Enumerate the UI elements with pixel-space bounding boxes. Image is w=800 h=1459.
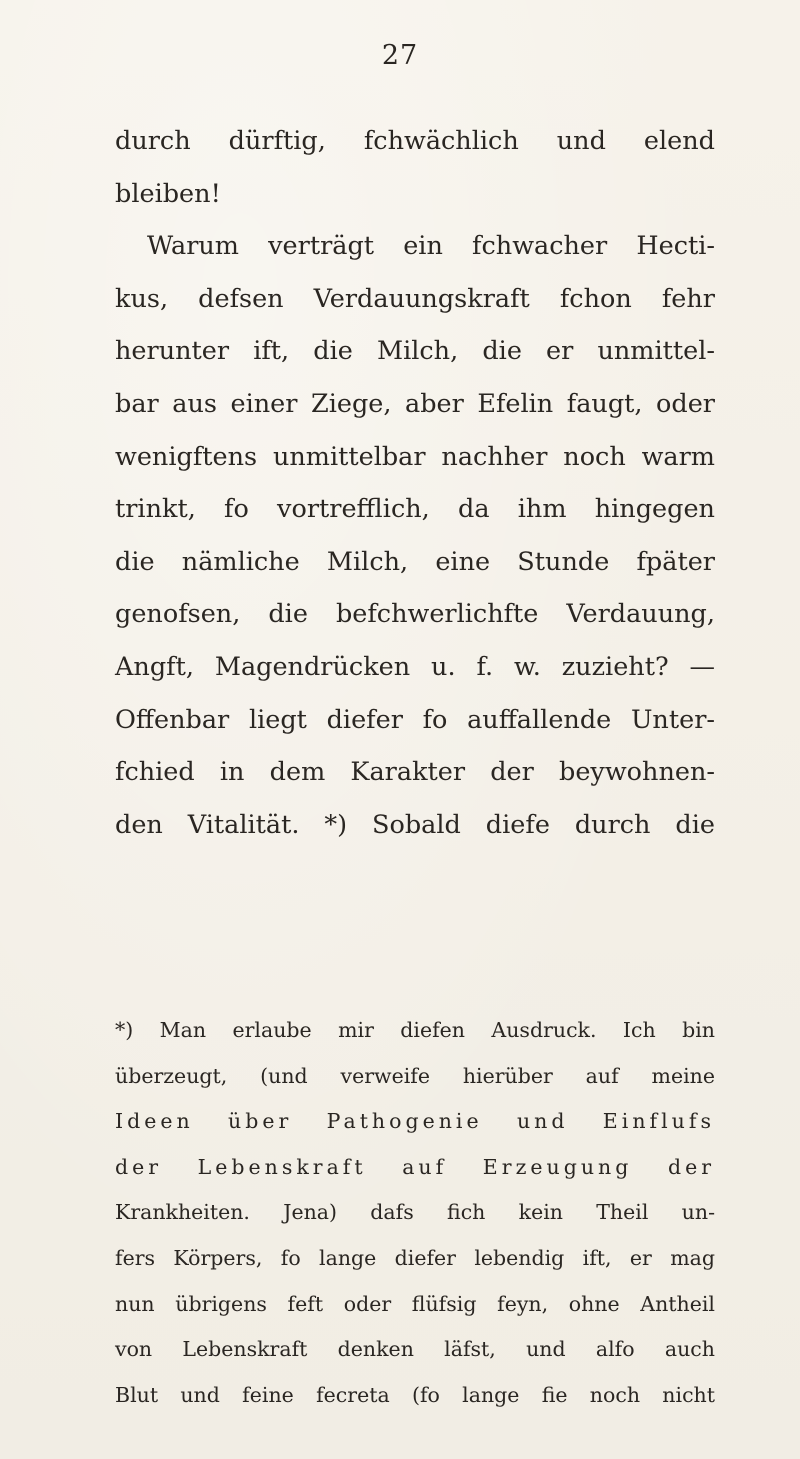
footnote-line: Blut und feine fecreta (fo lange fie noch nicht (115, 1382, 715, 1407)
main-text-block (115, 115, 715, 851)
footnote-line: Krankheiten. Jena) dafs fich kein Theil un- (115, 1200, 715, 1225)
text-line: den Vitalität. *) Sobald diefe durch die (115, 809, 715, 840)
footnote-line: *) Man erlaube mir diefen Ausdruck. Ich bin (115, 1018, 715, 1042)
text-line: kus, defsen Verdauungskraft fchon fehr (115, 283, 715, 314)
text-line: herunter ift, die Milch, die er unmittel- (115, 336, 715, 367)
text-line: durch dürftig, fchwächlich und elend (115, 126, 715, 156)
page-number: 27 (381, 40, 419, 71)
text-line: die nämliche Milch, eine Stunde fpäter (115, 546, 715, 577)
footnote-line: nun übrigens feft oder flüfsig feyn, ohne Antheil (115, 1291, 715, 1316)
footnote-line: der Lebenskraft auf Erzeugung der (115, 1154, 715, 1179)
text-line: fchied in dem Karakter der beywohnen- (115, 757, 715, 788)
footnote-block (115, 1008, 715, 1418)
footnote-line: Ideen über Pathogenie und Einflufs (115, 1109, 715, 1134)
text-line: bleiben! (115, 178, 221, 209)
footnote-line: fers Körpers, fo lange diefer lebendig ift, er mag (115, 1245, 715, 1270)
footnote-line: überzeugt, (und verweife hierüber auf meine (115, 1063, 715, 1088)
text-line: genofsen, die befchwerlichfte Verdauung, (115, 599, 715, 630)
text-line: Angft, Magendrücken u. f. w. zuzieht? — (115, 651, 715, 682)
text-line: wenigftens unmittelbar nachher noch warm (115, 441, 715, 472)
text-line: Offenbar liegt diefer fo auffallende Unter- (115, 704, 715, 735)
footnote-line: von Lebenskraft denken läfst, und alfo auch (115, 1337, 715, 1362)
text-line: bar aus einer Ziege, aber Efelin faugt, oder (115, 388, 715, 419)
text-line: trinkt, fo vortrefflich, da ihm hingegen (115, 494, 715, 525)
text-line: Warum verträgt ein fchwacher Hecti- (147, 231, 715, 262)
